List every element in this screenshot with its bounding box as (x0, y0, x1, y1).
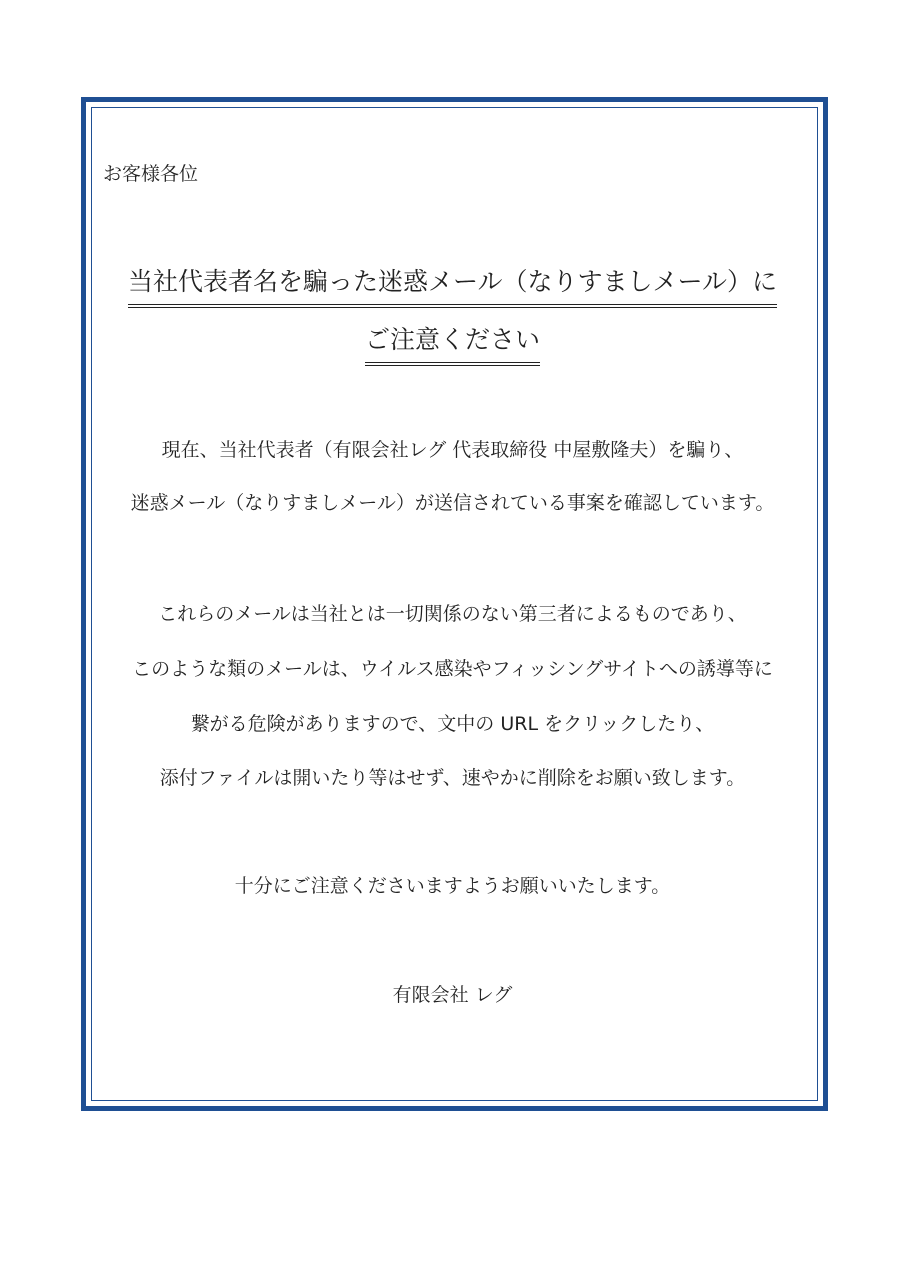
notice-title-text-2: ご注意ください (365, 322, 540, 366)
paragraph1-line-2: 迷惑メール（なりすましメール）が送信されている事案を確認しています。 (130, 492, 775, 514)
company-name: 有限会社 レグ (392, 984, 513, 1006)
paragraph2-line-3: 繋がる危険がありますので、文中の URL をクリックしたり、 (190, 713, 715, 735)
notice-title-text-1: 当社代表者名を騙った迷惑メール（なりすましメール）に (128, 264, 777, 308)
paragraph1-line-1: 現在、当社代表者（有限会社レグ 代表取締役 中屋敷隆夫）を騙り、 (161, 439, 744, 461)
paragraph2-line-1: これらのメールは当社とは一切関係のない第三者によるものであり、 (158, 603, 747, 625)
notice-title-line-1 (0, 264, 905, 308)
paragraph2-line-2: このような類のメールは、ウイルス感染やフィッシングサイトへの誘導等に (132, 658, 773, 680)
notice-title-line-2 (0, 322, 905, 366)
closing-line: 十分にご注意くださいますようお願いいたします。 (234, 875, 671, 897)
salutation: お客様各位 (103, 163, 199, 185)
paragraph2-line-4: 添付ファイルは開いたり等はせず、速やかに削除をお願い致します。 (159, 767, 746, 789)
